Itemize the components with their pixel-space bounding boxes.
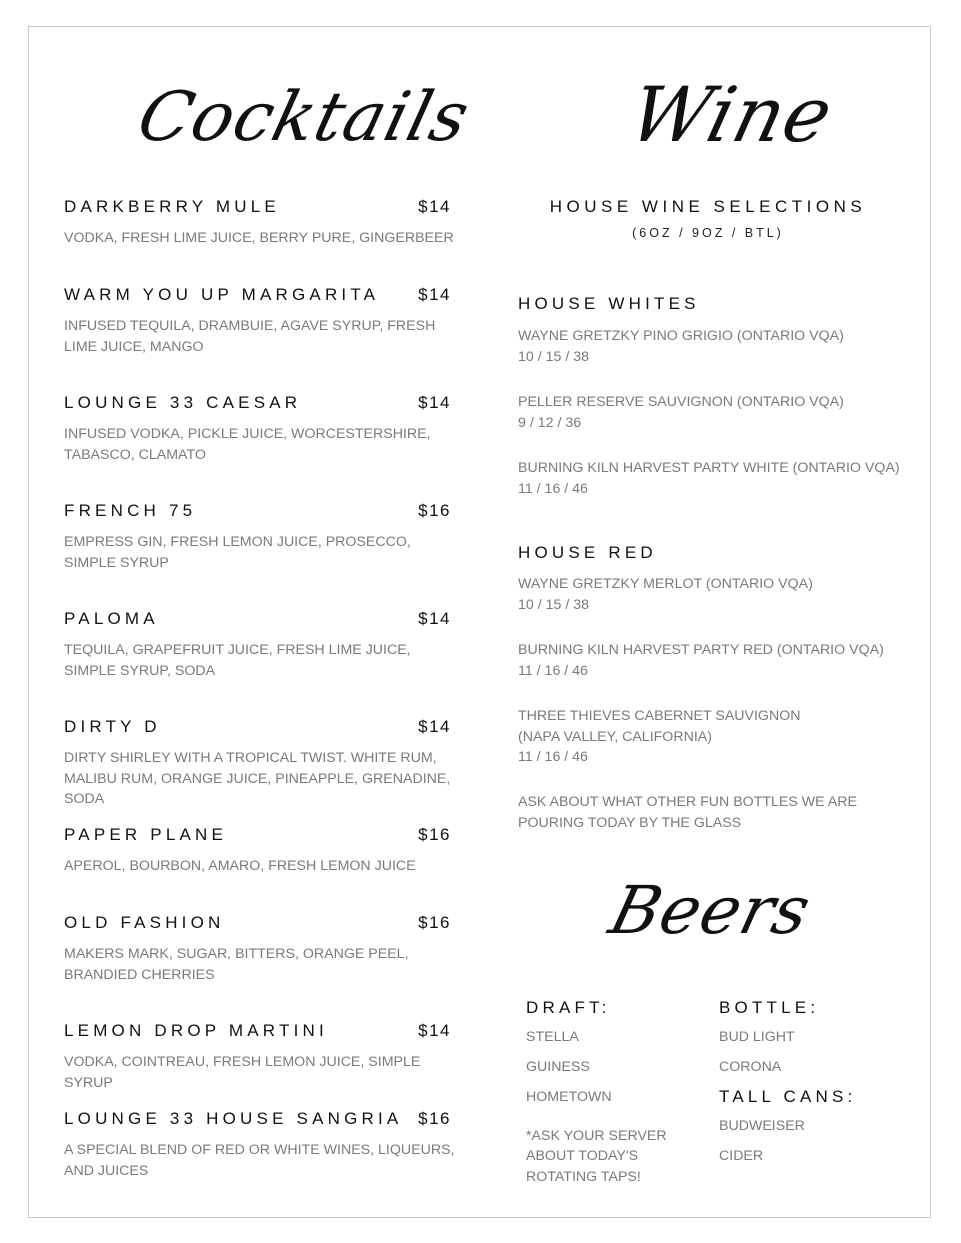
- house-wine-sizes: (6OZ / 9OZ / BTL): [632, 226, 784, 240]
- wine-prices: 10 / 15 / 38: [518, 348, 589, 365]
- house-whites-title: HOUSE WHITES: [518, 294, 700, 313]
- wine-prices: 9 / 12 / 36: [518, 414, 582, 431]
- house-wine-header: [518, 197, 898, 240]
- cocktail-price: $14: [418, 393, 451, 412]
- tallcans-item: BUDWEISER: [719, 1118, 805, 1134]
- cocktail-name: DARKBERRY MULE: [64, 197, 280, 216]
- tallcans-title: TALL CANS:: [719, 1087, 857, 1106]
- cocktail-description: TEQUILA, GRAPEFRUIT JUICE, FRESH LIME JUICE, SIMPLE SYRUP, SODA: [64, 642, 411, 679]
- cocktail-description: VODKA, FRESH LIME JUICE, BERRY PURE, GINGERBEER: [64, 230, 454, 246]
- wine-item: [518, 458, 908, 499]
- cocktail-item: [64, 197, 464, 249]
- cocktail-item: [64, 501, 464, 573]
- cocktail-price: $14: [418, 609, 451, 628]
- cocktail-item: [64, 609, 464, 681]
- cocktail-name: DIRTY D: [64, 717, 161, 736]
- cocktail-name: LOUNGE 33 CAESAR: [64, 393, 302, 412]
- wine-name: BURNING KILN HARVEST PARTY WHITE (ONTARIO VQA): [518, 460, 900, 476]
- cocktails-heading: Cocktails: [130, 78, 478, 157]
- wine-prices: 11 / 16 / 46: [518, 480, 588, 497]
- draft-note: *ASK YOUR SERVER ABOUT TODAY'S ROTATING TAPS!: [526, 1127, 667, 1185]
- cocktail-description: EMPRESS GIN, FRESH LEMON JUICE, PROSECCO, SIMPLE SYRUP: [64, 534, 411, 571]
- cocktail-price: $14: [418, 717, 451, 736]
- cocktail-description: INFUSED VODKA, PICKLE JUICE, WORCESTERSHIRE, TABASCO, CLAMATO: [64, 426, 431, 463]
- draft-item: GUINESS: [526, 1059, 590, 1075]
- cocktail-name: OLD FASHION: [64, 913, 225, 932]
- tallcans-item: CIDER: [719, 1148, 764, 1164]
- wine-name: THREE THIEVES CABERNET SAUVIGNON: [518, 708, 801, 724]
- cocktail-description: DIRTY SHIRLEY WITH A TROPICAL TWIST. WHITE RUM, MALIBU RUM, ORANGE JUICE, PINEAPPLE, GRENADINE, SODA: [64, 750, 451, 807]
- cocktail-price: $14: [418, 1021, 451, 1040]
- wine-name: BURNING KILN HARVEST PARTY RED (ONTARIO VQA): [518, 642, 884, 658]
- cocktail-name: PAPER PLANE: [64, 825, 228, 844]
- wine-heading: Wine: [620, 70, 843, 159]
- wine-item: [518, 392, 908, 433]
- cocktail-name: LEMON DROP MARTINI: [64, 1021, 328, 1040]
- wine-name: PELLER RESERVE SAUVIGNON (ONTARIO VQA): [518, 394, 844, 410]
- wine-name: WAYNE GRETZKY PINO GRIGIO (ONTARIO VQA): [518, 328, 844, 344]
- house-red-title-wrap: [518, 543, 908, 563]
- cocktail-item: [64, 285, 464, 357]
- cocktail-item: [64, 825, 464, 877]
- bottle-item: CORONA: [719, 1059, 782, 1075]
- house-red-title: HOUSE RED: [518, 543, 657, 562]
- draft-beers: [526, 998, 686, 1197]
- cocktail-description: A SPECIAL BLEND OF RED OR WHITE WINES, LIQUEURS, AND JUICES: [64, 1142, 455, 1179]
- draft-item: STELLA: [526, 1029, 579, 1045]
- cocktail-price: $14: [418, 197, 451, 216]
- cocktail-name: FRENCH 75: [64, 501, 197, 520]
- cocktail-item: [64, 717, 464, 810]
- house-wine-title: HOUSE WINE SELECTIONS: [549, 197, 867, 216]
- cocktail-description: INFUSED TEQUILA, DRAMBUIE, AGAVE SYRUP, FRESH LIME JUICE, MANGO: [64, 318, 436, 355]
- bottle-item: BUD LIGHT: [719, 1029, 795, 1045]
- cocktail-name: WARM YOU UP MARGARITA: [64, 285, 380, 304]
- cocktail-item: [64, 393, 464, 465]
- cocktail-description: MAKERS MARK, SUGAR, BITTERS, ORANGE PEEL, BRANDIED CHERRIES: [64, 946, 409, 983]
- wine-origin: (NAPA VALLEY, CALIFORNIA): [518, 728, 712, 745]
- beers-heading: Beers: [602, 872, 819, 949]
- cocktail-price: $16: [418, 1109, 451, 1128]
- house-whites-title-wrap: [518, 294, 908, 314]
- cocktail-price: $14: [418, 285, 451, 304]
- wine-item: [518, 706, 908, 768]
- cocktail-name: LOUNGE 33 HOUSE SANGRIA: [64, 1109, 403, 1128]
- wine-item: [518, 640, 908, 681]
- cocktail-item: [64, 1021, 464, 1093]
- cocktail-item: [64, 913, 464, 985]
- cocktail-description: APEROL, BOURBON, AMARO, FRESH LEMON JUICE: [64, 858, 416, 874]
- wine-prices: 10 / 15 / 38: [518, 596, 589, 613]
- cocktail-description: VODKA, COINTREAU, FRESH LEMON JUICE, SIMPLE SYRUP: [64, 1054, 421, 1091]
- wine-note-text: ASK ABOUT WHAT OTHER FUN BOTTLES WE ARE POURING TODAY BY THE GLASS: [518, 794, 857, 831]
- wine-prices: 11 / 16 / 46: [518, 662, 588, 679]
- cocktail-name: PALOMA: [64, 609, 159, 628]
- wine-prices: 11 / 16 / 46: [518, 749, 588, 765]
- cocktail-price: $16: [418, 501, 451, 520]
- bottle-title: BOTTLE:: [719, 998, 820, 1017]
- cocktail-item: [64, 1109, 464, 1181]
- cocktail-price: $16: [418, 825, 451, 844]
- wine-item: [518, 326, 908, 367]
- wine-item: [518, 574, 908, 615]
- draft-item: HOMETOWN: [526, 1089, 612, 1105]
- wine-name: WAYNE GRETZKY MERLOT (ONTARIO VQA): [518, 576, 813, 592]
- wine-note: [518, 792, 858, 833]
- cocktail-price: $16: [418, 913, 451, 932]
- bottle-beers: [719, 998, 899, 1176]
- draft-title: DRAFT:: [526, 998, 611, 1017]
